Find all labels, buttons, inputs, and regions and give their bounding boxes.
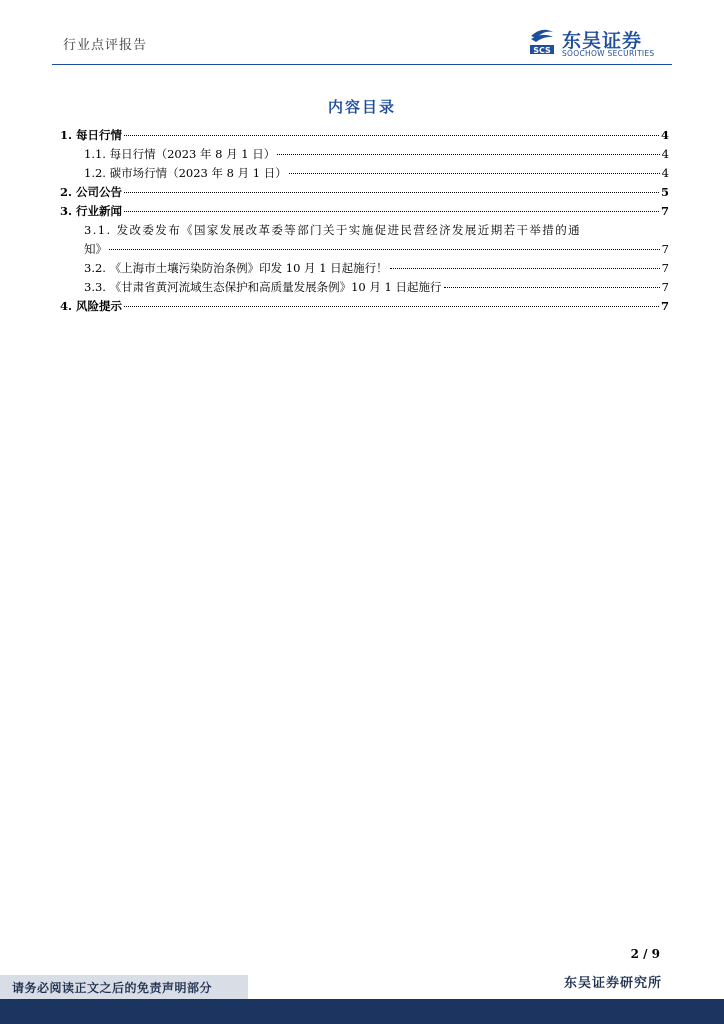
logo-english-name: SOOCHOW SECURITIES <box>562 49 655 58</box>
toc-leader-dots <box>289 173 660 174</box>
toc-entry-text: 3.2. 《上海市土壤污染防治条例》印发 10 月 1 日起施行！ <box>84 261 388 275</box>
toc-leader-dots <box>124 211 659 212</box>
footer-bar <box>0 999 724 1024</box>
toc-page-number: 7 <box>661 242 669 256</box>
toc-entry-text: 1. 每日行情 <box>60 128 123 142</box>
toc-entry-text: 1.1. 每日行情（2023 年 8 月 1 日） <box>84 147 276 161</box>
toc-leader-dots <box>124 192 659 193</box>
toc-leader-dots <box>277 154 659 155</box>
research-institute-label: 东吴证券研究所 <box>563 976 662 991</box>
toc-entry-text: 3. 行业新闻 <box>60 204 123 218</box>
toc-entry-3-2[interactable] <box>60 259 669 278</box>
toc-entry-text-line2: 知》 <box>84 242 107 256</box>
toc-leader-dots <box>390 268 660 269</box>
toc-page-number: 7 <box>660 204 669 218</box>
toc-page-number: 4 <box>661 147 669 161</box>
toc-leader-dots <box>109 249 660 250</box>
toc-page-number: 7 <box>661 280 669 294</box>
toc-entry-text-line1: 3.1. 发改委发布《国家发展改革委等部门关于实施促进民营经济发展近期若干举措的通 <box>84 223 581 237</box>
disclaimer-box <box>0 975 248 999</box>
company-logo <box>528 26 678 62</box>
page-number: 2 / 9 <box>630 947 660 961</box>
toc-entry-3-1[interactable] <box>60 221 669 259</box>
soochow-logo-icon <box>528 26 556 56</box>
toc-leader-dots <box>124 135 659 136</box>
disclaimer-text: 请务必阅读正文之后的免责声明部分 <box>12 981 213 995</box>
toc-page-number: 5 <box>660 185 669 199</box>
toc-leader-dots <box>124 306 659 307</box>
toc-entry-4[interactable] <box>60 297 669 316</box>
header-rule <box>52 64 672 65</box>
toc-entry-3-3[interactable] <box>60 278 669 297</box>
toc-entry-text: 1.2. 碳市场行情（2023 年 8 月 1 日） <box>84 166 287 180</box>
toc-entry-3[interactable] <box>60 202 669 221</box>
table-of-contents <box>60 126 669 316</box>
toc-entry-text: 2. 公司公告 <box>60 185 123 199</box>
toc-entry-2[interactable] <box>60 183 669 202</box>
toc-entry-1-2[interactable] <box>60 164 669 183</box>
toc-page-number: 4 <box>660 128 669 142</box>
toc-entry-1-1[interactable] <box>60 145 669 164</box>
toc-page-number: 7 <box>661 261 669 275</box>
toc-entry-text: 4. 风险提示 <box>60 299 123 313</box>
toc-page-number: 4 <box>661 166 669 180</box>
toc-entry-1[interactable] <box>60 126 669 145</box>
logo-mark-text: SCS <box>533 46 551 55</box>
logo-chinese-name: 东吴证券 <box>562 30 643 52</box>
toc-entry-text: 3.3. 《甘肃省黄河流域生态保护和高质量发展条例》10 月 1 日起施行 <box>84 280 442 294</box>
report-type-label: 行业点评报告 <box>63 38 148 53</box>
toc-title: 内容目录 <box>327 98 396 116</box>
toc-page-number: 7 <box>660 299 669 313</box>
toc-leader-dots <box>444 287 660 288</box>
